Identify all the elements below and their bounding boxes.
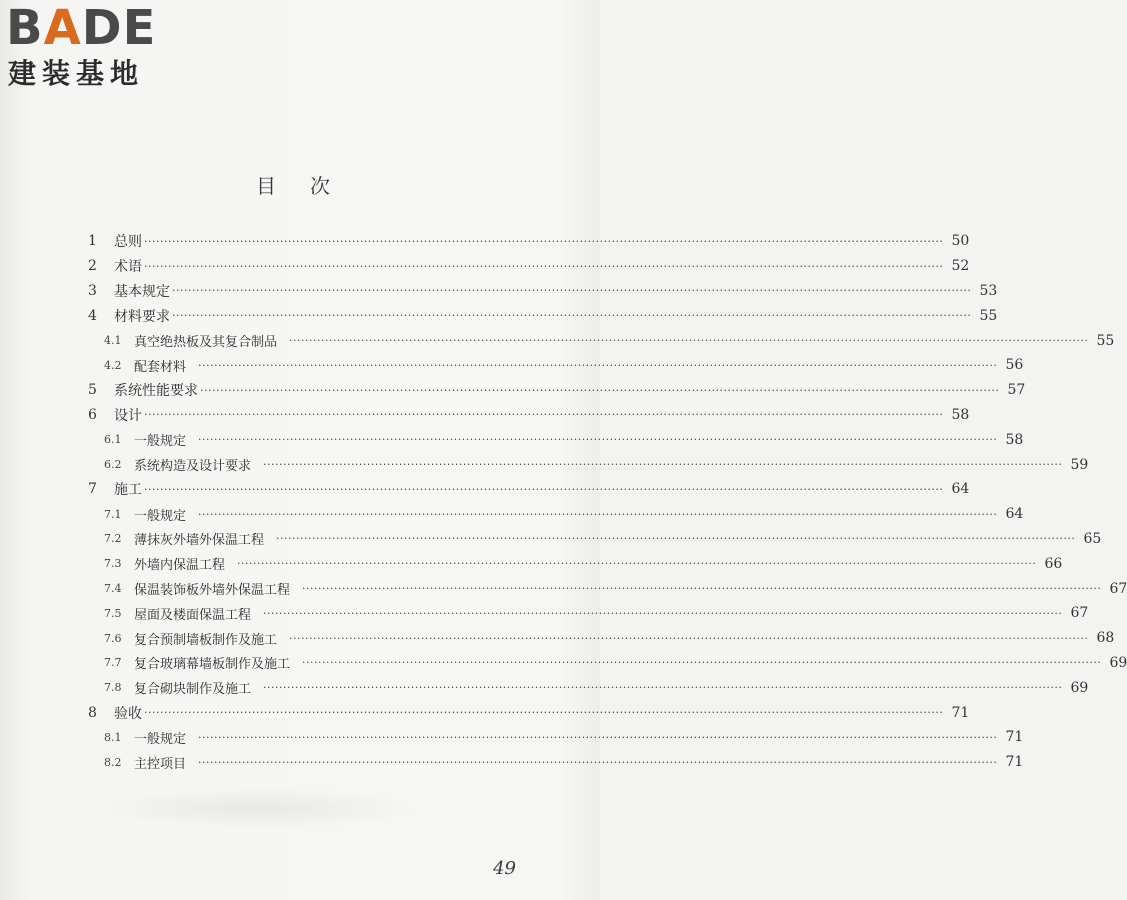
toc-entry-title: 系统性能要求 bbox=[114, 383, 198, 400]
toc-subsection-row[interactable] bbox=[88, 675, 1089, 700]
toc-leader-dots: ········································································································································································································ bbox=[289, 631, 1089, 645]
toc-entry-page: 68 bbox=[1096, 630, 1115, 647]
toc-section-row[interactable] bbox=[88, 229, 970, 254]
toc-subsection-row[interactable] bbox=[88, 527, 1102, 552]
toc-section-row[interactable] bbox=[88, 303, 998, 328]
toc-subsection-row[interactable] bbox=[88, 750, 1024, 775]
toc-subsection-row[interactable] bbox=[88, 626, 1115, 651]
toc-entry-page: 56 bbox=[1005, 357, 1024, 374]
toc-entry-number: 2 bbox=[88, 258, 97, 275]
toc-entry-number: 7.1 bbox=[104, 507, 122, 521]
toc-entry-number: 4 bbox=[88, 307, 97, 324]
toc-entry-title: 一般规定 bbox=[134, 731, 187, 747]
toc-entry-page: 50 bbox=[951, 233, 970, 250]
toc-subsection-row[interactable] bbox=[88, 353, 1024, 378]
toc-leader-dots: ········································································································································································································ bbox=[198, 507, 998, 521]
toc-section-row[interactable] bbox=[88, 477, 970, 502]
toc-entry-title: 复合玻璃幕墙板制作及施工 bbox=[134, 657, 291, 673]
toc-entry-number: 7.4 bbox=[104, 582, 122, 596]
toc-entry-number: 4.2 bbox=[104, 358, 122, 372]
page-number: 49 bbox=[493, 858, 516, 879]
toc-entry-page: 71 bbox=[1005, 754, 1024, 771]
toc-leader-dots: ········································································································································································································ bbox=[172, 284, 972, 298]
toc-entry-title: 复合预制墙板制作及施工 bbox=[134, 632, 278, 648]
toc-leader-dots: ········································································································································································································ bbox=[289, 334, 1089, 348]
toc-entry-title: 主控项目 bbox=[134, 756, 187, 772]
toc-entry-number: 7.2 bbox=[104, 532, 122, 546]
toc-entry-number: 1 bbox=[88, 233, 97, 250]
toc-subsection-row[interactable] bbox=[88, 576, 1127, 601]
toc-entry-page: 55 bbox=[1096, 332, 1115, 349]
toc-entry-number: 7.8 bbox=[104, 681, 122, 695]
toc-leader-dots: ········································································································································································································ bbox=[198, 358, 998, 372]
toc-entry-page: 58 bbox=[1005, 431, 1024, 448]
toc-entry-number: 7.7 bbox=[104, 656, 122, 670]
toc-leader-dots: ········································································································································································································ bbox=[237, 557, 1037, 571]
toc-entry-page: 69 bbox=[1109, 654, 1127, 671]
toc-entry-page: 65 bbox=[1083, 530, 1102, 547]
toc-entry-page: 66 bbox=[1044, 555, 1063, 572]
toc-leader-dots: ········································································································································································································ bbox=[302, 582, 1102, 596]
toc-entry-title: 系统构造及设计要求 bbox=[134, 459, 252, 475]
toc-entry-page: 64 bbox=[1005, 506, 1024, 523]
toc-leader-dots: ········································································································································································································ bbox=[144, 706, 944, 720]
toc-entry-page: 59 bbox=[1070, 456, 1089, 473]
bade-logo bbox=[6, 2, 176, 97]
toc-entry-title: 验收 bbox=[114, 705, 142, 722]
toc-entry-title: 薄抹灰外墙外保温工程 bbox=[134, 533, 265, 549]
logo-subtitle: 建装基地 bbox=[8, 57, 145, 90]
toc-section-row[interactable] bbox=[88, 700, 970, 725]
toc-leader-dots: ········································································································································································································ bbox=[302, 656, 1102, 670]
toc-entry-title: 屋面及楼面保温工程 bbox=[134, 607, 252, 623]
toc-entry-title: 一般规定 bbox=[134, 508, 187, 524]
toc-subsection-row[interactable] bbox=[88, 427, 1024, 452]
toc-entry-page: 58 bbox=[951, 406, 970, 423]
toc-entry-number: 7.6 bbox=[104, 631, 122, 645]
toc-entry-title: 真空绝热板及其复合制品 bbox=[134, 335, 278, 351]
toc-subsection-row[interactable] bbox=[88, 651, 1127, 676]
toc-leader-dots: ········································································································································································································ bbox=[198, 433, 998, 447]
toc-entry-title: 一般规定 bbox=[134, 434, 187, 450]
toc-entry-title: 外墙内保温工程 bbox=[134, 558, 226, 574]
toc-section-row[interactable] bbox=[88, 254, 970, 279]
toc-section-row[interactable] bbox=[88, 403, 970, 428]
toc-entry-title: 材料要求 bbox=[114, 308, 170, 325]
toc-entry-title: 复合砌块制作及施工 bbox=[134, 682, 252, 698]
toc-entry-number: 7 bbox=[88, 481, 97, 498]
toc-entry-page: 67 bbox=[1070, 605, 1089, 622]
toc-subsection-row[interactable] bbox=[88, 551, 1063, 576]
toc-entry-number: 6.2 bbox=[104, 458, 122, 472]
toc-entry-number: 6 bbox=[88, 406, 97, 423]
toc-leader-dots: ········································································································································································································ bbox=[200, 383, 1000, 397]
toc-entry-number: 8 bbox=[88, 704, 97, 721]
toc-leader-dots: ········································································································································································································ bbox=[144, 482, 944, 496]
toc-entry-page: 52 bbox=[951, 258, 970, 275]
toc-entry-number: 5 bbox=[88, 382, 97, 399]
toc-entry-title: 施工 bbox=[114, 482, 142, 499]
toc-leader-dots: ········································································································································································································ bbox=[263, 458, 1063, 472]
toc-title: 目次 bbox=[256, 174, 364, 198]
toc-entry-page: 71 bbox=[1005, 729, 1024, 746]
toc-entry-title: 保温装饰板外墙外保温工程 bbox=[134, 583, 291, 599]
toc-subsection-row[interactable] bbox=[88, 601, 1089, 626]
toc-leader-dots: ········································································································································································································ bbox=[144, 234, 944, 248]
toc-entry-page: 67 bbox=[1109, 580, 1127, 597]
toc-entry-title: 总则 bbox=[114, 234, 142, 251]
toc-entry-title: 设计 bbox=[114, 407, 142, 424]
toc-entry-number: 6.1 bbox=[104, 433, 122, 447]
toc-leader-dots: ········································································································································································································ bbox=[198, 730, 998, 744]
toc-section-row[interactable] bbox=[88, 378, 1026, 403]
toc-entry-number: 3 bbox=[88, 282, 97, 299]
toc-leader-dots: ········································································································································································································ bbox=[172, 309, 972, 323]
toc-subsection-row[interactable] bbox=[88, 452, 1089, 477]
toc-entry-number: 4.1 bbox=[104, 334, 122, 348]
toc-entry-page: 64 bbox=[951, 481, 970, 498]
toc-entry-page: 57 bbox=[1007, 382, 1026, 399]
toc-entry-number: 7.5 bbox=[104, 606, 122, 620]
table-of-contents bbox=[88, 229, 1127, 775]
logo-wordmark: BADE bbox=[6, 0, 157, 56]
toc-entry-number: 8.2 bbox=[104, 755, 122, 769]
toc-entry-title: 配套材料 bbox=[134, 359, 187, 375]
toc-entry-page: 69 bbox=[1070, 679, 1089, 696]
toc-entry-page: 71 bbox=[951, 704, 970, 721]
toc-section-row[interactable] bbox=[88, 279, 998, 304]
toc-subsection-row[interactable] bbox=[88, 328, 1115, 353]
scan-smudge bbox=[95, 788, 415, 828]
toc-entry-number: 8.1 bbox=[104, 730, 122, 744]
toc-subsection-row[interactable] bbox=[88, 502, 1024, 527]
toc-entry-page: 53 bbox=[979, 282, 998, 299]
toc-entry-page: 55 bbox=[979, 307, 998, 324]
toc-leader-dots: ········································································································································································································ bbox=[144, 408, 944, 422]
toc-leader-dots: ········································································································································································································ bbox=[263, 681, 1063, 695]
toc-entry-title: 术语 bbox=[114, 259, 142, 276]
toc-subsection-row[interactable] bbox=[88, 725, 1024, 750]
toc-leader-dots: ········································································································································································································ bbox=[276, 532, 1076, 546]
toc-entry-number: 7.3 bbox=[104, 557, 122, 571]
toc-entry-title: 基本规定 bbox=[114, 283, 170, 300]
toc-leader-dots: ········································································································································································································ bbox=[263, 606, 1063, 620]
toc-leader-dots: ········································································································································································································ bbox=[198, 755, 998, 769]
logo-accent-letter: A bbox=[43, 0, 82, 56]
toc-leader-dots: ········································································································································································································ bbox=[144, 259, 944, 273]
